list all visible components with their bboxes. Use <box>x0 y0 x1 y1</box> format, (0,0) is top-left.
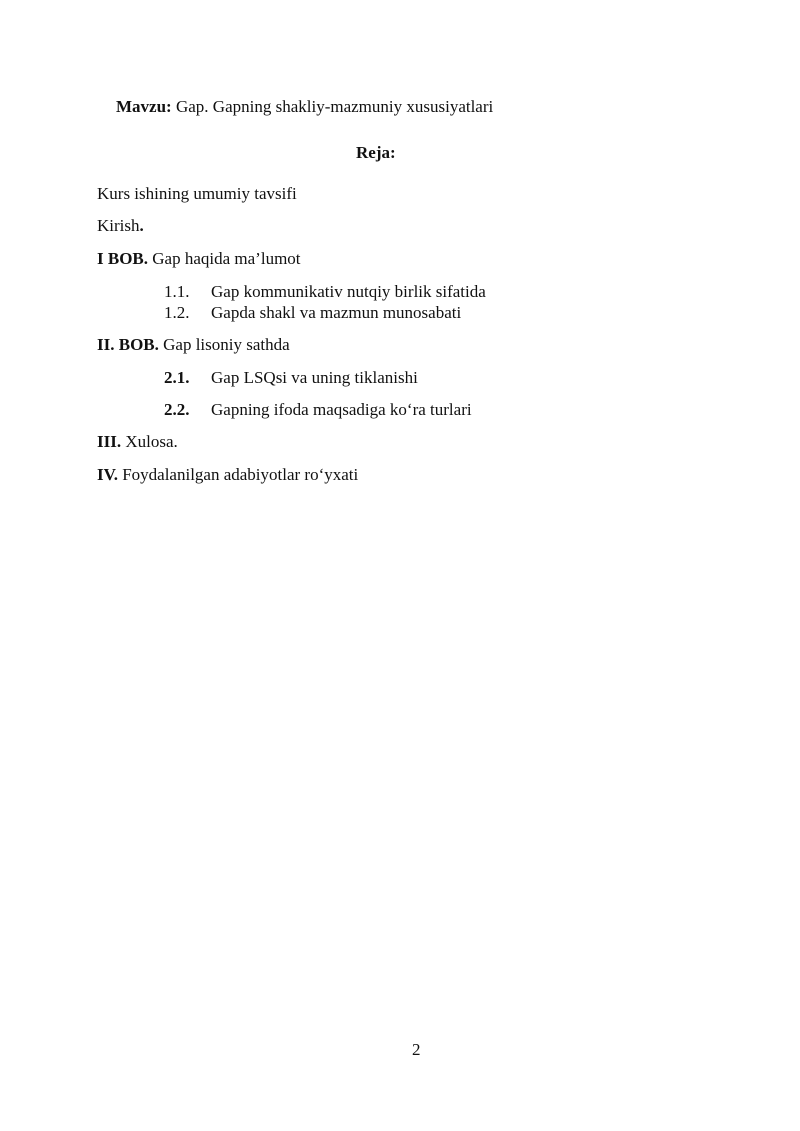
toc-chapter-2-label: II. BOB. <box>97 335 159 354</box>
toc-conclusion-title: Xulosa. <box>121 432 178 451</box>
toc-references-label: IV. <box>97 465 118 484</box>
plan-heading: Reja: <box>356 143 396 162</box>
toc-section-1-2-number: 1.2. <box>164 303 190 322</box>
toc-section-1-2-title: Gapda shakl va mazmun munosabati <box>211 303 462 322</box>
page-number: 2 <box>412 1040 421 1059</box>
topic-label: Mavzu: <box>116 97 172 116</box>
toc-references-title: Foydalanilgan adabiyotlar ro‘yxati <box>117 465 359 484</box>
toc-chapter-2-title: Gap lisoniy sathda <box>158 335 290 354</box>
toc-conclusion-label: III. <box>97 432 122 451</box>
toc-section-2-2-title: Gapning ifoda maqsadiga ko‘ra turlari <box>211 400 472 419</box>
toc-references <box>97 465 358 485</box>
toc-chapter-2 <box>97 335 290 355</box>
toc-section-1-1-number: 1.1. <box>164 282 190 301</box>
toc-chapter-1 <box>97 249 301 269</box>
toc-introduction <box>97 216 144 236</box>
toc-introduction-text: Kirish <box>97 216 140 235</box>
toc-section-2-1-number: 2.1. <box>164 368 190 387</box>
topic-line <box>116 97 493 117</box>
toc-general-description: Kurs ishining umumiy tavsifi <box>97 184 297 203</box>
toc-conclusion <box>97 432 178 452</box>
toc-section-1-1-title: Gap kommunikativ nutqiy birlik sifatida <box>211 282 486 301</box>
toc-chapter-1-title: Gap haqida ma’lumot <box>148 249 301 268</box>
toc-section-2-2-number: 2.2. <box>164 400 190 419</box>
toc-chapter-1-label: I BOB. <box>97 249 149 268</box>
toc-section-2-1-title: Gap LSQsi va uning tiklanishi <box>211 368 418 387</box>
topic-text: Gap. Gapning shakliy-mazmuniy xususiyatlari <box>171 97 494 116</box>
toc-introduction-dot: . <box>139 216 144 235</box>
